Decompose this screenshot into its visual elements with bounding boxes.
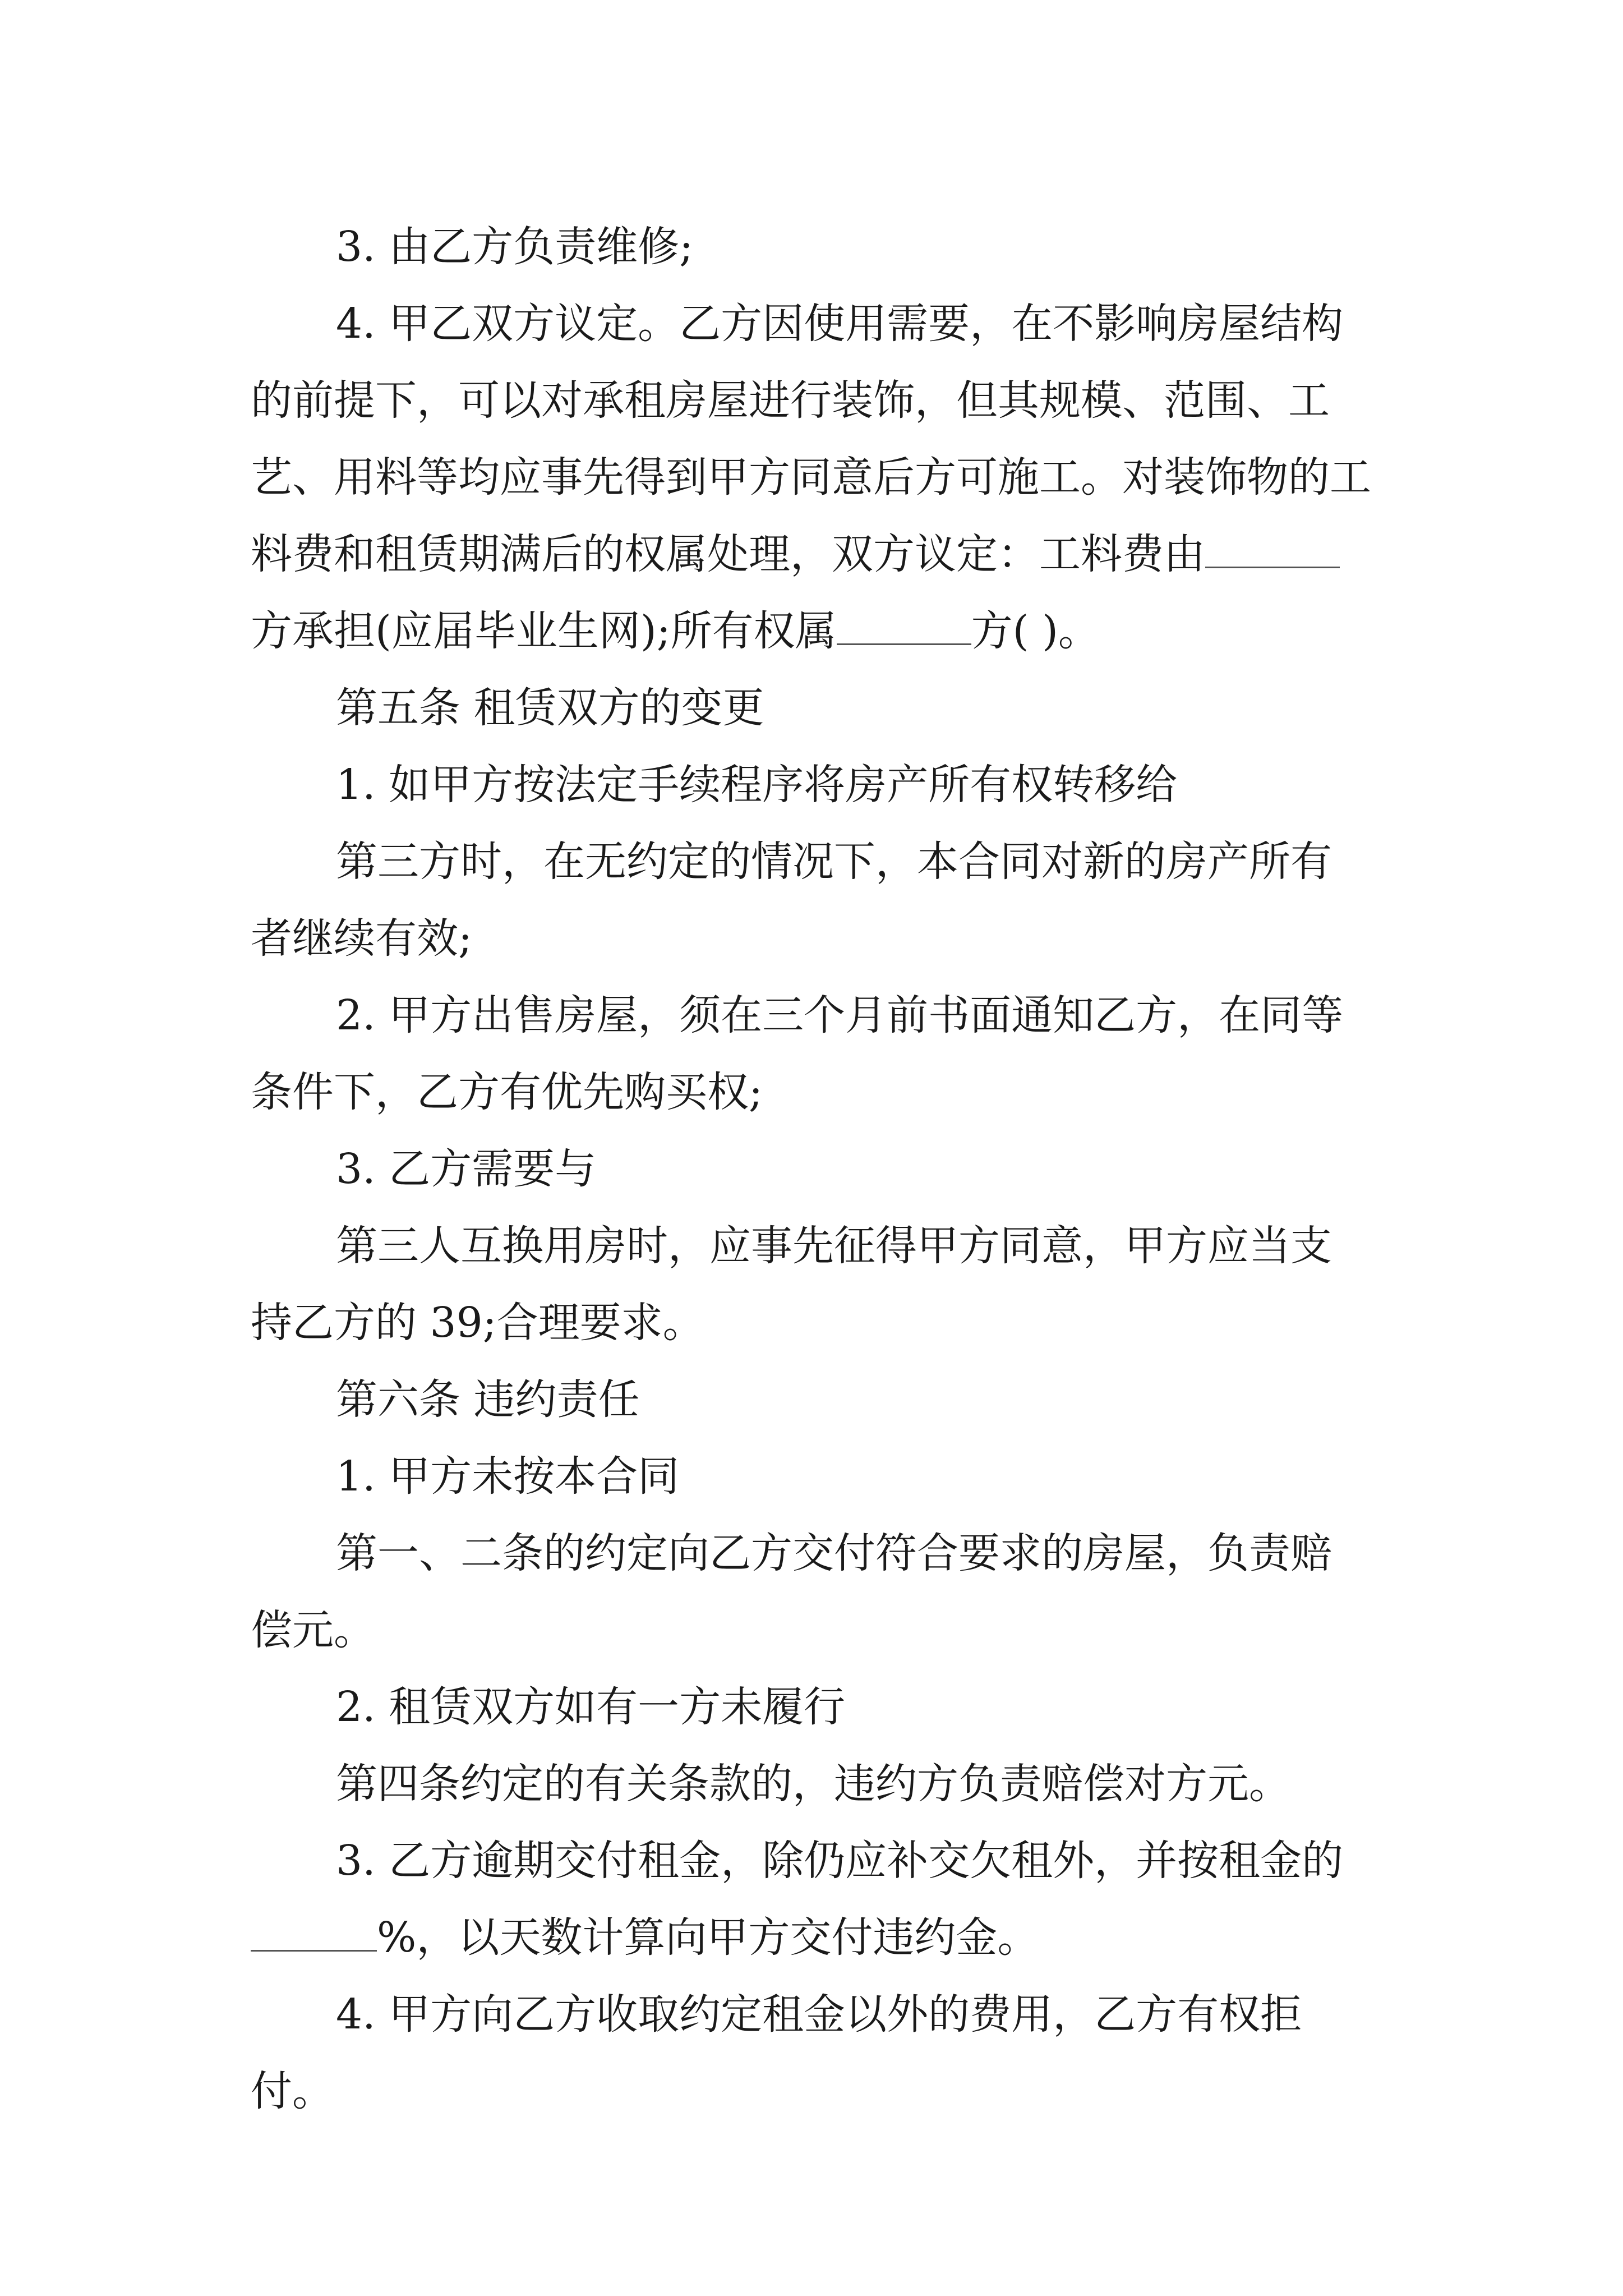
paragraph-text: 4. 甲乙双方议定。乙方因使用需要，在不影响房屋结构的前提下，可以对承租房屋进行装饰，但其规模、范围、工艺、用料等均应事先得到甲方同意后方可施工。对装饰物的工料费和租赁期满后的权属处理，双方议定：工料费由 <box>251 300 1371 578</box>
paragraph-text: 第三人互换用房时，应事先征得甲方同意，甲方应当支持乙方的 39;合理要求。 <box>251 1222 1332 1347</box>
paragraph-item-3-late-rent <box>251 1823 1372 1899</box>
paragraph-article-4-compensation <box>251 1746 1372 1823</box>
paragraph-text: 方承担(应届毕业生网);所有权属 <box>251 607 837 655</box>
paragraph-item-4-decoration <box>251 286 1372 670</box>
fill-blank <box>1205 532 1340 568</box>
paragraph-item-2-breach <box>251 1669 1372 1746</box>
fill-blank <box>837 609 971 645</box>
paragraph-exchange-consent <box>251 1208 1372 1361</box>
paragraph-text: 1. 甲方未按本合同 <box>336 1452 680 1501</box>
paragraph-text: 2. 租赁双方如有一方未履行 <box>336 1683 846 1731</box>
paragraph-item-1-breach <box>251 1438 1372 1515</box>
paragraph-text: 3. 乙方需要与 <box>336 1145 597 1193</box>
fill-blank <box>251 1915 377 1952</box>
paragraph-item-2-sale <box>251 977 1372 1131</box>
paragraph-text: 第四条约定的有关条款的，违约方负责赔偿对方元。 <box>336 1760 1290 1808</box>
paragraph-text: 3. 由乙方负责维修; <box>336 223 694 271</box>
paragraph-text: %，以天数计算向甲方交付违约金。 <box>377 1913 1039 1962</box>
document-body <box>251 209 1372 2130</box>
section-heading-article-6 <box>251 1361 1372 1438</box>
paragraph-delivery-compensation <box>251 1515 1372 1669</box>
paragraph-text: 2. 甲方出售房屋，须在三个月前书面通知乙方，在同等条件下，乙方有优先购买权; <box>251 991 1344 1116</box>
paragraph-late-fee-rate <box>251 1899 1372 1976</box>
paragraph-item-4-extra-fees <box>251 1976 1372 2130</box>
section-heading-text: 第五条 租赁双方的变更 <box>336 684 764 732</box>
paragraph-item-3-repair <box>251 209 1372 286</box>
paragraph-text: 1. 如甲方按法定手续程序将房产所有权转移给 <box>336 761 1178 809</box>
paragraph-text: 第三方时，在无约定的情况下，本合同对新的房产所有者继续有效; <box>251 838 1332 963</box>
section-heading-article-5 <box>251 670 1372 747</box>
paragraph-text: 4. 甲方向乙方收取约定租金以外的费用，乙方有权拒付。 <box>251 1990 1302 2115</box>
paragraph-item-3-exchange <box>251 1131 1372 1208</box>
paragraph-text: 第一、二条的约定向乙方交付符合要求的房屋，负责赔偿元。 <box>251 1529 1332 1654</box>
paragraph-item-1-transfer <box>251 747 1372 823</box>
paragraph-third-party-validity <box>251 823 1372 977</box>
section-heading-text: 第六条 违约责任 <box>336 1375 640 1424</box>
paragraph-text: 方( )。 <box>971 607 1100 655</box>
paragraph-text: 3. 乙方逾期交付租金，除仍应补交欠租外，并按租金的 <box>336 1837 1344 1885</box>
